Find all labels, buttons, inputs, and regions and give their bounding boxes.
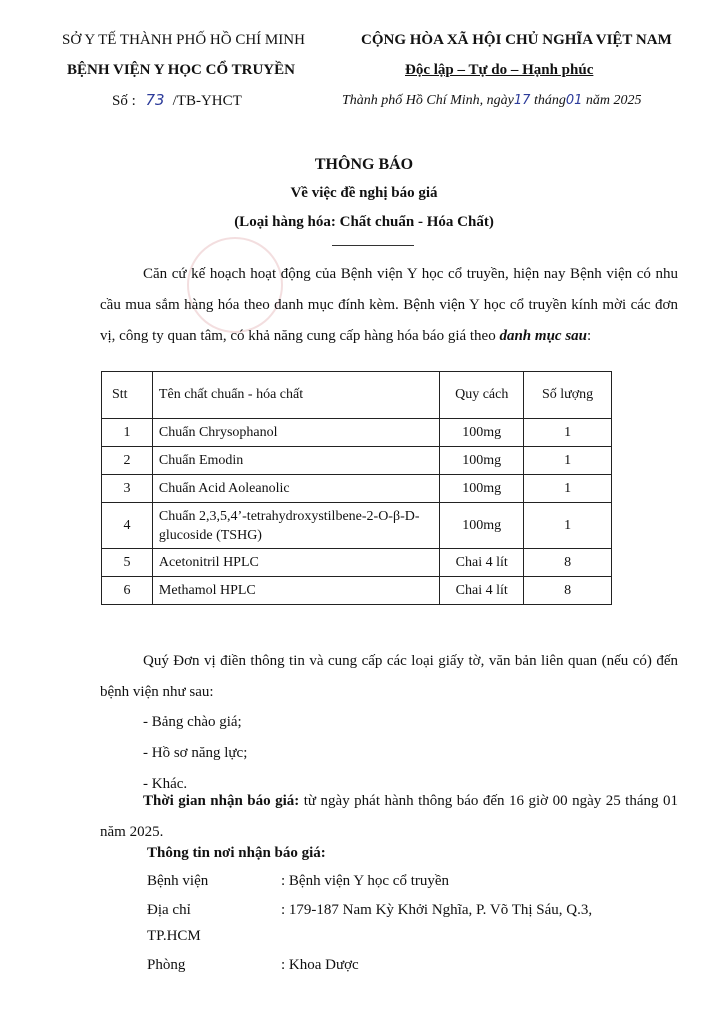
- row-spec: 100mg: [440, 475, 524, 503]
- row-qty: 1: [524, 503, 612, 549]
- room-label: Phòng: [147, 957, 186, 973]
- title-divider: [332, 245, 414, 246]
- table-row: [102, 475, 612, 503]
- deadline-paragraph: [100, 786, 678, 848]
- table-header-row: [102, 372, 612, 419]
- date-year: năm 2025: [585, 93, 642, 108]
- row-qty: 8: [524, 549, 612, 577]
- notice-goods-type: (Loại hàng hóa: Chất chuẩn - Hóa Chất): [234, 214, 494, 230]
- notice-subject: Về việc đề nghị báo giá: [290, 185, 438, 201]
- hospital-value: : Bệnh viện Y học cổ truyền: [281, 873, 450, 889]
- address-value: : 179-187 Nam Kỳ Khởi Nghĩa, P. Võ Thị Sáu, Q.3,: [281, 902, 593, 918]
- list-item: - Hồ sơ năng lực;: [143, 745, 248, 761]
- row-stt: 2: [102, 447, 153, 475]
- row-spec: Chai 4 lít: [440, 577, 524, 605]
- room-value: : Khoa Dược: [281, 957, 359, 973]
- deadline-text: từ ngày phát hành thông báo đến 16 giờ 00 ngày 25 tháng 01 năm 2025.: [100, 793, 678, 840]
- national-title: CỘNG HÒA XÃ HỘI CHỦ NGHĨA VIỆT NAM: [361, 32, 672, 48]
- national-motto: Độc lập – Tự do – Hạnh phúc: [405, 62, 594, 78]
- list-item: - Khác.: [143, 776, 188, 792]
- address-label: Địa chỉ: [147, 902, 191, 918]
- agency-name: SỞ Y TẾ THÀNH PHỐ HỒ CHÍ MINH: [62, 32, 305, 48]
- row-spec: 100mg: [440, 447, 524, 475]
- row-qty: 1: [524, 419, 612, 447]
- address-continuation: TP.HCM: [147, 928, 201, 944]
- row-spec: 100mg: [440, 419, 524, 447]
- list-item: - Bảng chào giá;: [143, 714, 242, 730]
- row-stt: 4: [102, 503, 153, 549]
- row-qty: 8: [524, 577, 612, 605]
- deadline-label: Thời gian nhận báo giá:: [143, 793, 300, 809]
- hospital-label: Bệnh viện: [147, 873, 209, 889]
- ref-prefix: Số :: [112, 93, 136, 109]
- date-day: 17: [513, 93, 531, 108]
- date-prefix: Thành phố Hồ Chí Minh, ngày: [342, 93, 514, 108]
- table-row: [102, 577, 612, 605]
- document-number: [112, 91, 242, 110]
- header-name: Tên chất chuẩn - hóa chất: [152, 372, 439, 419]
- receiving-info-heading: Thông tin nơi nhận báo giá:: [147, 845, 326, 861]
- table-row: [102, 503, 612, 549]
- row-name: Acetonitril HPLC: [152, 549, 439, 577]
- row-name: Methamol HPLC: [152, 577, 439, 605]
- header-spec: Quy cách: [440, 372, 524, 419]
- row-qty: 1: [524, 475, 612, 503]
- row-spec: 100mg: [440, 503, 524, 549]
- intro-colon: :: [587, 328, 592, 344]
- row-spec: Chai 4 lít: [440, 549, 524, 577]
- row-qty: 1: [524, 447, 612, 475]
- header-stt: Stt: [102, 372, 153, 419]
- header-qty: Số lượng: [524, 372, 612, 419]
- hospital-name: BỆNH VIỆN Y HỌC CỔ TRUYỀN: [67, 62, 295, 78]
- row-stt: 6: [102, 577, 153, 605]
- intro-emphasis: danh mục sau: [499, 328, 588, 344]
- intro-paragraph: [100, 259, 678, 352]
- notice-title: THÔNG BÁO: [314, 156, 414, 173]
- table-row: [102, 549, 612, 577]
- row-name: Chuẩn Chrysophanol: [152, 419, 439, 447]
- date-month: 01: [565, 93, 583, 108]
- intro-text: Căn cứ kế hoạch hoạt động của Bệnh viện Y học cổ truyền, hiện nay Bệnh viện có nhu cầu mua sắm hàng hóa theo danh mục đính kèm. Bệnh viện Y học cổ truyền kính mời các đơn vị, công ty quan tâm, có khả năng cung cấp hàng hóa báo giá theo: [100, 266, 678, 344]
- table-row: [102, 447, 612, 475]
- goods-table: [101, 371, 612, 605]
- ref-number: 73: [145, 91, 165, 109]
- row-stt: 3: [102, 475, 153, 503]
- request-paragraph: Quý Đơn vị điền thông tin và cung cấp các loại giấy tờ, văn bản liên quan (nếu có) đến bệnh viện như sau:: [100, 653, 678, 700]
- ref-suffix: /TB-YHCT: [172, 93, 242, 109]
- row-name: Chuẩn Emodin: [152, 447, 439, 475]
- document-date: [342, 93, 642, 109]
- row-name: Chuẩn Acid Aoleanolic: [152, 475, 439, 503]
- row-stt: 5: [102, 549, 153, 577]
- date-month-label: tháng: [533, 93, 566, 108]
- row-stt: 1: [102, 419, 153, 447]
- row-name: Chuẩn 2,3,5,4’-tetrahydroxystilbene-2-O-β-D-glucoside (TSHG): [152, 503, 439, 549]
- table-row: [102, 419, 612, 447]
